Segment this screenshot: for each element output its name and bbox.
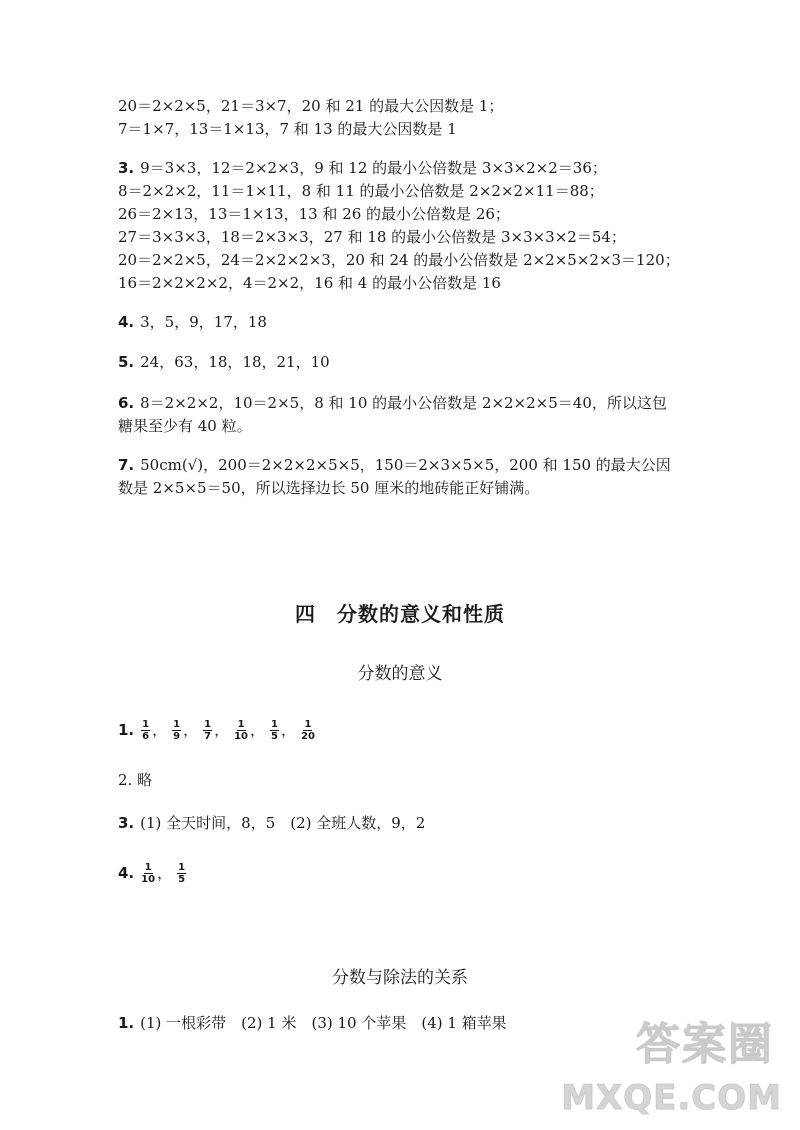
question-number: 7.: [118, 456, 135, 474]
section1-question-1: [118, 717, 316, 743]
fraction: [203, 719, 212, 742]
question-3-line-6: 16＝2×2×2×2，4＝2×2，16 和 4 的最小公倍数是 16: [118, 274, 501, 292]
question-3-line-3: 26＝2×13，13＝1×13，13 和 26 的最小公倍数是 26；: [118, 205, 510, 223]
question-3-line-1: 3. 9＝3×3，12＝2×2×3，9 和 12 的最小公倍数是 3×3×2×2＝36；: [118, 159, 607, 177]
question-number: 5.: [118, 353, 135, 371]
section2-question-1: 1. (1) 一根彩带 (2) 1 米 (3) 10 个苹果 (4) 1 箱苹果: [118, 1014, 507, 1032]
question-number: 4.: [118, 313, 135, 331]
question-4: 4. 3，5，9，17，18: [118, 313, 267, 331]
fraction: [301, 719, 315, 742]
fraction-denominator: 7: [204, 730, 212, 742]
fraction: [141, 719, 150, 742]
question-3-line-4: 27＝3×3×3，18＝2×3×3，27 和 18 的最小公倍数是 3×3×3×2＝54；: [118, 228, 626, 246]
question-number: 3.: [118, 814, 135, 832]
separator: ，: [152, 721, 168, 739]
question-number: 1.: [118, 721, 135, 739]
section1-question-2: 2. 略: [118, 771, 153, 789]
watermark-logo: [561, 1008, 782, 1118]
fraction-denominator: 10: [234, 730, 249, 742]
fraction-list: [140, 860, 187, 886]
fraction: [234, 719, 248, 742]
question-6-line-1: 6. 8＝2×2×2，10＝2×5，8 和 10 的最小公倍数是 2×2×2×5＝40，所以这包: [118, 394, 667, 412]
fraction-denominator: 5: [178, 873, 186, 885]
question-number: 1.: [118, 1014, 135, 1032]
fraction: [270, 719, 279, 742]
watermark-text: 答案圈: [636, 1019, 774, 1070]
chapter-title: 四 分数的意义和性质: [295, 602, 505, 626]
fraction-denominator: 20: [301, 730, 315, 742]
question-6-line-2: 糖果至少有 40 粒。: [118, 417, 252, 435]
fraction: [177, 862, 186, 885]
watermark-url: MXQE.COM: [561, 1078, 782, 1118]
fraction-denominator: 10: [141, 873, 156, 885]
fraction-list: [140, 717, 316, 743]
question-3-line-2: 8＝2×2×2，11＝1×11，8 和 11 的最小公倍数是 2×2×2×11＝88；: [118, 182, 604, 200]
fraction-denominator: 6: [142, 730, 150, 742]
fraction-numerator: 1: [142, 718, 150, 730]
fraction-numerator: 1: [271, 718, 278, 730]
fraction-numerator: 1: [304, 718, 312, 730]
separator: ，: [157, 864, 173, 882]
question-7-line-1: 7. 50cm(√)，200＝2×2×2×5×5，150＝2×3×5×5，200 和 150 的最大公因: [118, 456, 671, 474]
answer-line: 7＝1×7，13＝1×13，7 和 13 的最大公因数是 1: [118, 120, 457, 138]
section-title: 分数与除法的关系: [332, 968, 468, 988]
question-number: 6.: [118, 394, 135, 412]
fraction-numerator: 1: [237, 718, 245, 730]
fraction-numerator: 1: [178, 861, 186, 873]
fraction-numerator: 1: [173, 718, 181, 730]
separator: ，: [214, 721, 230, 739]
fraction-denominator: 9: [173, 730, 181, 742]
question-number: 3.: [118, 159, 135, 177]
section1-question-3: 3. (1) 全天时间，8，5 (2) 全班人数，9，2: [118, 814, 426, 832]
question-7-line-2: 数是 2×5×5＝50，所以选择边长 50 厘米的地砖能正好铺满。: [118, 479, 540, 497]
separator: ，: [250, 721, 266, 739]
section-title: 分数的意义: [357, 664, 443, 684]
question-number: 4.: [118, 864, 135, 882]
fraction-denominator: 5: [271, 730, 278, 742]
question-3-line-5: 20＝2×2×5，24＝2×2×2×3，20 和 24 的最小公倍数是 2×2×5×2×3＝120；: [118, 251, 680, 269]
separator: ，: [281, 721, 297, 739]
question-5: 5. 24，63，18，18，21，10: [118, 353, 330, 371]
fraction: [172, 719, 181, 742]
answer-line: 20＝2×2×5，21＝3×7，20 和 21 的最大公因数是 1；: [118, 97, 504, 115]
fraction: [141, 862, 155, 885]
separator: ，: [183, 721, 199, 739]
section1-question-4: [118, 860, 187, 886]
fraction-numerator: 1: [144, 861, 152, 873]
fraction-numerator: 1: [204, 718, 212, 730]
